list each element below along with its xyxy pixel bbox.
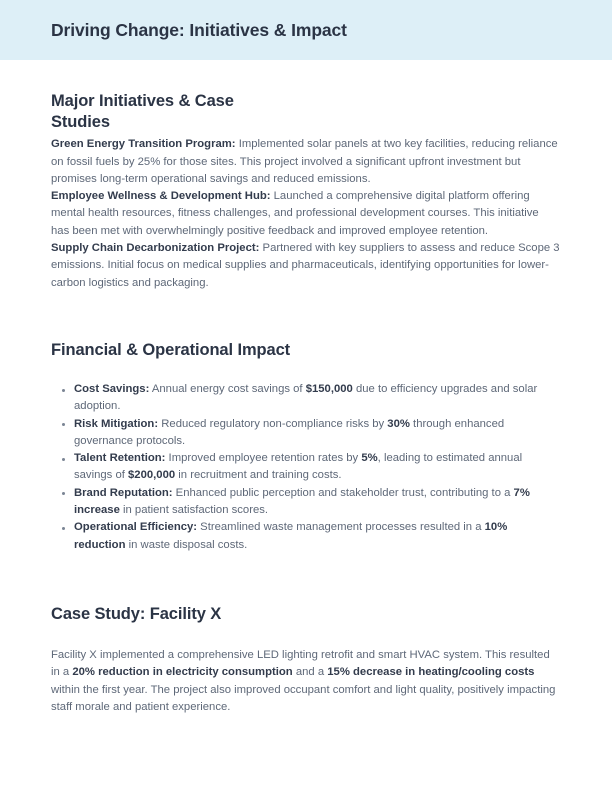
- section-heading-initiatives: Major Initiatives & Case Studies: [51, 92, 234, 132]
- impact-item-text: Enhanced public perception and stakeholder trust, contributing to a: [172, 486, 514, 499]
- case-study-text-1: Facility X implemented a comprehensive LED lighting retrofit and smart HVAC system. This resulted in a: [51, 649, 550, 679]
- section-heading-case-study: Case Study: Facility X: [51, 604, 222, 623]
- header-banner: [0, 0, 612, 60]
- impact-item-text-tail: through enhanced governance protocols.: [74, 417, 505, 447]
- impact-item-text-tail: in waste disposal costs.: [125, 538, 248, 551]
- impact-item-label: Brand Reputation:: [74, 486, 173, 499]
- impact-item-text-tail: in recruitment and training costs.: [175, 469, 342, 482]
- initiative-lead-label: Employee Wellness & Development Hub:: [51, 190, 271, 203]
- initiative-lead-label: Green Energy Transition Program:: [51, 138, 236, 151]
- impact-item-highlight: 5%: [361, 452, 378, 465]
- case-study-text-2: and a: [292, 666, 328, 679]
- impact-item-text: Reduced regulatory non-compliance risks by: [158, 417, 388, 430]
- list-item: [51, 485, 560, 520]
- list-item: [51, 381, 560, 416]
- impact-item-label: Operational Efficiency:: [74, 521, 198, 534]
- impact-item-text-mid: , leading to estimated annual savings of: [74, 452, 523, 482]
- initiative-paragraph: [51, 240, 560, 292]
- impact-item-label: Cost Savings:: [74, 383, 150, 395]
- initiative-paragraph: [51, 188, 560, 240]
- case-study-text-3: within the first year. The project also improved occupant comfort and light quality, positively impacting staff morale and patient experience.: [51, 683, 556, 713]
- initiative-body-text: Partnered with key suppliers to assess and reduce Scope 3 emissions. Initial focus on medical supplies and pharmaceuticals, identifying opportunities for lower-carbon logistics and packaging.: [51, 242, 560, 289]
- impact-item-highlight-secondary: $200,000: [128, 469, 176, 482]
- impact-item-highlight: $150,000: [305, 383, 353, 395]
- impact-item-label: Talent Retention:: [74, 452, 166, 465]
- impact-item-text: Improved employee retention rates by: [165, 452, 362, 465]
- case-study-paragraph: [51, 647, 560, 716]
- initiative-body-text: Launched a comprehensive digital platform offering mental health resources, fitness challenges, and professional development courses. This initiative has been met with overwhelmingly positive feedback and improved employee retention.: [51, 190, 539, 237]
- section-heading-impact: Financial & Operational Impact: [51, 340, 291, 359]
- impact-list: [51, 381, 560, 554]
- impact-item-text: Annual energy cost savings of: [149, 383, 306, 395]
- case-study-highlight-2: 15% decrease in heating/cooling costs: [327, 666, 535, 679]
- impact-item-text-tail: due to efficiency upgrades and solar adoption.: [74, 383, 538, 413]
- document-content: [0, 60, 612, 716]
- impact-item-label: Risk Mitigation:: [74, 417, 159, 430]
- list-item: [51, 450, 560, 485]
- list-item: [51, 416, 560, 451]
- impact-item-highlight: 7% increase: [74, 486, 530, 517]
- impact-item-highlight: 30%: [387, 417, 410, 430]
- bullet-icon: [62, 458, 65, 461]
- bullet-icon: [62, 389, 65, 392]
- impact-item-highlight: 10% reduction: [74, 521, 508, 551]
- initiative-lead-label: Supply Chain Decarbonization Project:: [51, 242, 260, 254]
- bullet-icon: [62, 423, 65, 426]
- bullet-icon: [62, 492, 65, 495]
- list-item: [51, 519, 560, 554]
- impact-item-text-tail: in patient satisfaction scores.: [119, 504, 269, 517]
- initiative-body-text: Implemented solar panels at two key facilities, reducing reliance on fossil fuels by 25% for those sites. This project involved a significant upfront investment but promises long-term operational savings and reduced emissions.: [51, 138, 558, 185]
- page-title: Driving Change: Initiatives & Impact: [51, 19, 347, 40]
- initiative-paragraph: [51, 136, 560, 188]
- bullet-icon: [62, 527, 65, 530]
- case-study-highlight-1: 20% reduction in electricity consumption: [72, 666, 293, 679]
- impact-item-text: Streamlined waste management processes resulted in a: [197, 521, 485, 534]
